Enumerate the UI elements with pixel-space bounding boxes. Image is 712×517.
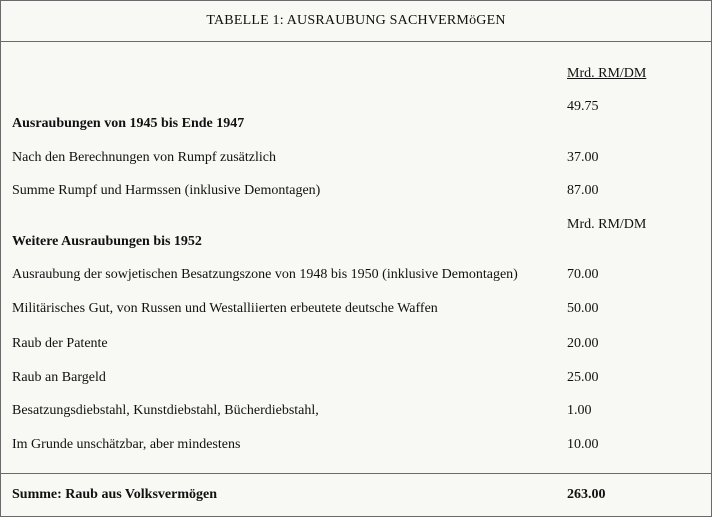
second-section-heading: Weitere Ausraubungen bis 1952 xyxy=(12,234,202,249)
first-section-heading-row xyxy=(1,116,711,136)
row-value: 50.00 xyxy=(567,301,599,316)
second-section-heading-row xyxy=(1,234,711,254)
row-label: Besatzungsdiebstahl, Kunstdiebstahl, Bücherdiebstahl, xyxy=(12,403,319,418)
row-value: 25.00 xyxy=(567,370,599,385)
table-row xyxy=(1,403,711,423)
row-label: Ausraubung der sowjetischen Besatzungszone von 1948 bis 1950 (inklusive Demontagen) xyxy=(12,267,518,282)
unit-header: Mrd. RM/DM xyxy=(567,66,647,81)
total-label: Summe: Raub aus Volksvermögen xyxy=(12,487,217,502)
row-label: Nach den Berechnungen von Rumpf zusätzlich xyxy=(12,150,276,165)
second-section-unit: Mrd. RM/DM xyxy=(567,217,647,232)
table-title: TABELLE 1: AUSRAUBUNG SACHVERMöGEN xyxy=(1,1,711,42)
table-row xyxy=(1,267,711,287)
total-row xyxy=(1,487,711,507)
row-label: Im Grunde unschätzbar, aber mindestens xyxy=(12,437,241,452)
row-value: 20.00 xyxy=(567,336,599,351)
row-value: 10.00 xyxy=(567,437,599,452)
table-row xyxy=(1,183,711,203)
unit-header-row xyxy=(1,66,711,86)
first-section-heading: Ausraubungen von 1945 bis Ende 1947 xyxy=(12,116,245,131)
row-value: 70.00 xyxy=(567,267,599,282)
row-label: Raub der Patente xyxy=(12,336,108,351)
table-row xyxy=(1,301,711,321)
row-value: 37.00 xyxy=(567,150,599,165)
table-row xyxy=(1,370,711,390)
row-value: 1.00 xyxy=(567,403,592,418)
row-value: 87.00 xyxy=(567,183,599,198)
row-label: Summe Rumpf und Harmssen (inklusive Demontagen) xyxy=(12,183,321,198)
row-label: Raub an Bargeld xyxy=(12,370,106,385)
row-label: Militärisches Gut, von Russen und Westalliierten erbeutete deutsche Waffen xyxy=(12,301,438,316)
table-row xyxy=(1,336,711,356)
first-section-value: 49.75 xyxy=(567,99,599,114)
total-divider xyxy=(1,473,711,474)
total-value: 263.00 xyxy=(567,487,606,502)
table-row xyxy=(1,437,711,457)
table-row xyxy=(1,150,711,170)
